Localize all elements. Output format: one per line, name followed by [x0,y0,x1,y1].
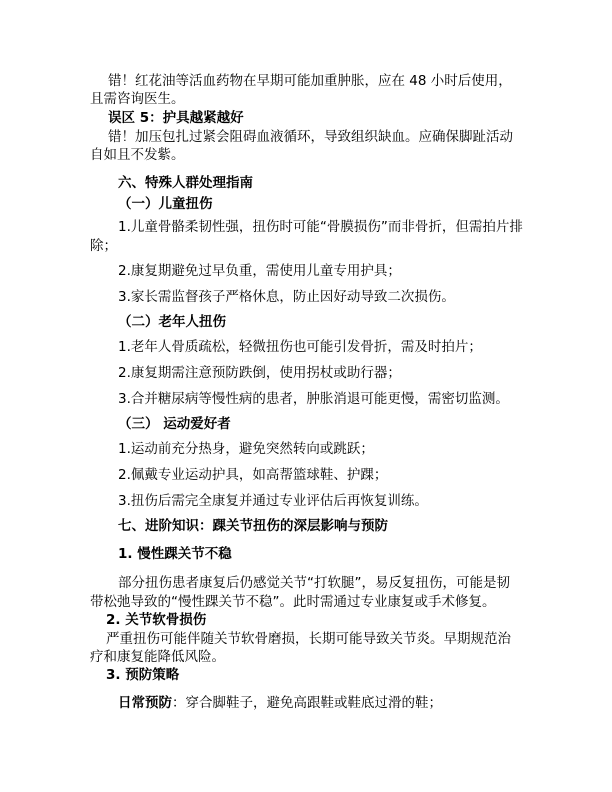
daily-prevention-text: ：穿合脚鞋子，避免高跟鞋或鞋底过滑的鞋； [172,695,442,711]
daily-prevention-label: 日常预防 [118,695,172,711]
chronic-instability-line1: 部分扭伤患者康复后仍感觉关节“打软腿”，易反复扭伤，可能是韧 [118,575,510,591]
daily-prevention-line [118,694,442,712]
children-item3: 3.家长需监督孩子严格休息，防止因好动导致二次损伤。 [118,289,455,305]
mistake5-heading: 误区 5：护具越紧越好 [108,110,244,126]
elderly-heading: （二）老年人扭伤 [118,314,226,330]
cartilage-line1: 严重扭伤可能伴随关节软骨磨损，长期可能导致关节炎。早期规范治 [106,631,511,647]
mistake4-text-line2: 且需咨询医生。 [90,91,185,107]
chronic-instability-line2: 带松弛导致的“慢性踝关节不稳”。此时需通过专业康复或手术修复。 [90,594,496,610]
athletes-heading: （三） 运动爱好者 [118,416,231,432]
athletes-item1: 1.运动前充分热身，避免突然转向或跳跃； [118,441,374,457]
children-item2: 2.康复期避免过早负重，需使用儿童专用护具； [118,263,401,279]
mistake5-text-line1: 错！加压包扎过紧会阻碍血液循环，导致组织缺血。应确保脚趾活动 [108,129,513,145]
chronic-instability-heading: 1. 慢性踝关节不稳 [118,546,232,562]
mistake5-text-line2: 自如且不发紫。 [90,147,185,163]
children-heading: （一）儿童扭伤 [118,196,213,212]
elderly-item2: 2.康复期需注意预防跌倒，使用拐杖或助行器； [118,365,401,381]
section6-heading: 六、特殊人群处理指南 [118,175,253,191]
prevention-heading: 3. 预防策略 [106,667,180,683]
children-item1-line2: 除； [90,238,117,254]
elderly-item3: 3.合并糖尿病等慢性病的患者，肿胀消退可能更慢，需密切监测。 [118,391,509,407]
mistake4-text-line1: 错！红花油等活血药物在早期可能加重肿胀，应在 48 小时后使用， [108,73,512,89]
section7-heading: 七、进阶知识：踝关节扭伤的深层影响与预防 [118,518,388,534]
elderly-item1: 1.老年人骨质疏松，轻微扭伤也可能引发骨折，需及时拍片； [118,339,482,355]
cartilage-heading: 2. 关节软骨损伤 [106,612,207,628]
athletes-item2: 2.佩戴专业运动护具，如高帮篮球鞋、护踝； [118,467,388,483]
cartilage-line2: 疗和康复能降低风险。 [90,649,225,665]
athletes-item3: 3.扭伤后需完全康复并通过专业评估后再恢复训练。 [118,493,428,509]
children-item1-line1: 1.儿童骨骼柔韧性强，扭伤时可能“骨膜损伤”而非骨折，但需拍片排 [118,219,523,235]
